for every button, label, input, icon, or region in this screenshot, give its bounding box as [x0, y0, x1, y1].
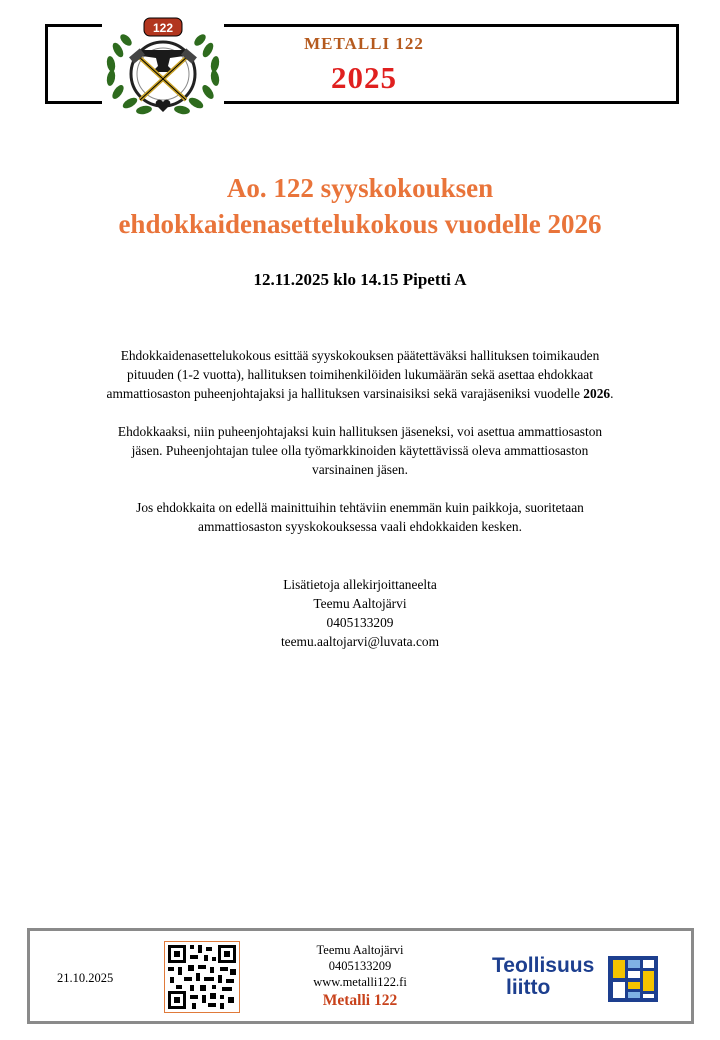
page-title [40, 170, 680, 242]
contact-name: Teemu Aaltojärvi [313, 596, 407, 611]
emblem-number: 122 [152, 21, 174, 35]
contact-phone: 0405133209 [326, 615, 394, 630]
footer-contact [285, 942, 435, 1009]
org-name: METALLI 122 [304, 34, 424, 53]
qr-code-icon[interactable] [164, 941, 240, 1013]
union-emblem-icon [96, 12, 230, 120]
meeting-datetime: 12.11.2025 klo 14.15 Pipetti A [253, 270, 467, 289]
partner-line-2: liitto [506, 976, 551, 999]
header-year: 2025 [331, 60, 397, 95]
paragraph-1-year: 2026 [583, 386, 611, 401]
paragraph-3 [50, 498, 670, 536]
footer-name: Teemu Aaltojärvi [316, 943, 404, 957]
contact-intro: Lisätietoja allekirjoittaneelta [283, 577, 437, 592]
paragraph-1-period: . [610, 386, 614, 401]
paragraph-2-line-2: jäsen. Puheenjohtajan tulee olla työmarkkinoiden käytettävissä oleva ammattiosaston [131, 443, 589, 458]
paragraph-3-line-1: Jos ehdokkaita on edellä mainittuihin tehtäviin enemmän kuin paikkoja, suoritetaan [136, 500, 584, 515]
footer-phone: 0405133209 [328, 959, 392, 973]
paragraph-1-line-2: pituuden (1-2 vuotta), hallituksen toimihenkilöiden lukumäärän sekä asettaa ehdokkaat [127, 367, 593, 382]
contact-block [160, 575, 560, 651]
paragraph-1-line-1: Ehdokkaidenasettelukokous esittää syyskokouksen päätettäväksi hallituksen toimikauden [120, 348, 600, 363]
paragraph-1-line-3-text: ammattiosaston puheenjohtajaksi ja hallituksen varsinaisiksi sekä varajäseniksi vuodelle [106, 386, 584, 401]
paragraph-2-line-3: varsinainen jäsen. [312, 462, 408, 477]
title-line-1: Ao. 122 syyskokouksen [226, 173, 494, 203]
footer-date: 21.10.2025 [57, 971, 114, 985]
partner-logo-text [492, 955, 604, 999]
partner-line-1: Teollisuus [492, 954, 595, 977]
footer-org: Metalli 122 [322, 992, 398, 1009]
paragraph-1-line-3 [50, 384, 670, 403]
paragraph-1 [50, 346, 670, 403]
paragraph-3-line-2: ammattiosaston syyskokouksessa vaali ehdokkaiden kesken. [198, 519, 522, 534]
footer-website[interactable]: www.metalli122.fi [313, 975, 407, 989]
contact-email[interactable]: teemu.aaltojarvi@luvata.com [280, 634, 440, 649]
title-line-2: ehdokkaidenasettelukokous vuodelle 2026 [118, 209, 602, 239]
paragraph-2 [50, 422, 670, 479]
paragraph-2-line-1: Ehdokkaaksi, niin puheenjohtajaksi kuin hallituksen jäseneksi, voi asettua ammattiosaston [117, 424, 603, 439]
